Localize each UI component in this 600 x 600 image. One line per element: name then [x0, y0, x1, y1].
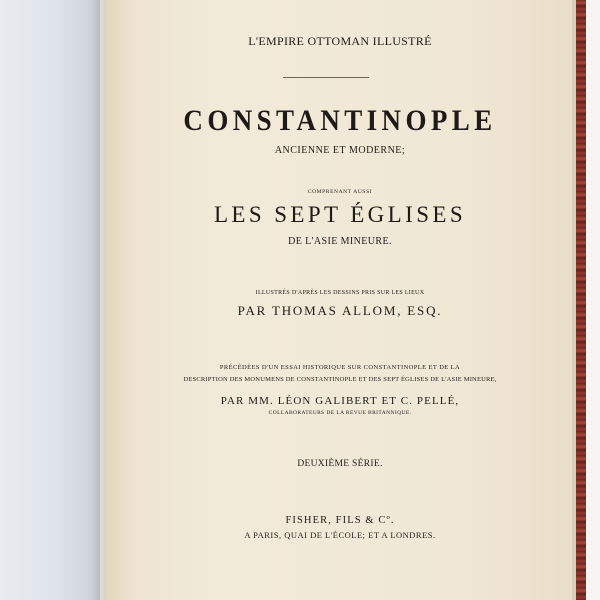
authors-credit: PAR MM. LÉON GALIBERT ET C. PELLÉ,	[220, 395, 460, 407]
connector-text: COMPRENANT AUSSI	[307, 189, 373, 195]
main-subtitle: ANCIENNE ET MODERNE;	[274, 145, 406, 156]
preface-line-2: DESCRIPTION DES MONUMENS DE CONSTANTINOPLE ET DES SEPT ÉGLISES DE L'ASIE MINEURE,	[183, 376, 497, 383]
secondary-title: LES SEPT ÉGLISES	[213, 202, 467, 227]
decorative-rule	[283, 77, 369, 78]
marbled-binding	[576, 0, 586, 600]
preface-line-1: PRÉCÉDÉES D'UN ESSAI HISTORIQUE SUR CONSTANTINOPLE ET DE LA	[219, 364, 461, 371]
illustrator-credit: PAR THOMAS ALLOM, ESQ.	[237, 303, 443, 318]
left-page	[0, 0, 100, 600]
secondary-subtitle: DE L'ASIE MINEURE.	[288, 236, 392, 247]
imprint: A PARIS, QUAI DE L'ÉCOLE; ET A LONDRES.	[244, 530, 436, 540]
series-number: DEUXIÈME SÉRIE.	[297, 459, 383, 469]
publisher: FISHER, FILS & Cº.	[285, 515, 395, 526]
series-title: L'EMPIRE OTTOMAN ILLUSTRÉ	[248, 34, 432, 48]
main-title: CONSTANTINOPLE	[183, 104, 497, 137]
backdrop	[586, 0, 600, 600]
illustration-note: ILLUSTRÉS D'APRÈS LES DESSINS PRIS SUR LES LIEUX	[255, 290, 425, 296]
authors-note: COLLABORATEURS DE LA REVUE BRITANNIQUE.	[268, 410, 412, 416]
title-page	[106, 0, 574, 600]
